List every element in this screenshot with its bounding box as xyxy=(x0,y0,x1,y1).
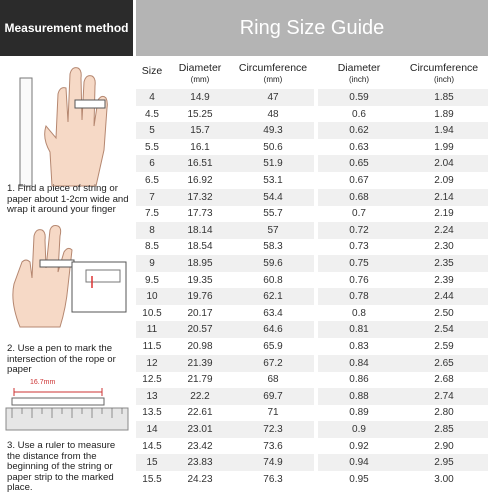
table-cell: 54.4 xyxy=(263,191,283,203)
table-cell: 58.3 xyxy=(263,241,283,253)
table-cell: 2.44 xyxy=(434,291,454,303)
table-cell: 2.14 xyxy=(434,191,454,203)
column-header-unit: (inch) xyxy=(348,75,369,84)
guide-title: Ring Size Guide xyxy=(136,0,488,56)
table-cell: 0.68 xyxy=(349,191,369,203)
table-cell: 2.85 xyxy=(434,424,454,435)
table-row xyxy=(136,155,488,172)
table-cell: 8.5 xyxy=(145,241,159,253)
table-row xyxy=(136,139,488,156)
table-row xyxy=(136,205,488,222)
table-cell: 0.62 xyxy=(349,125,369,137)
table-cell: 0.8 xyxy=(352,307,366,319)
table-cell: 2.24 xyxy=(434,224,454,236)
table-cell: 0.75 xyxy=(349,258,369,269)
table-cell: 14 xyxy=(146,424,158,435)
table-cell: 0.76 xyxy=(349,274,369,286)
table-cell: 57 xyxy=(267,224,279,236)
column-header-label: Diameter xyxy=(337,62,381,74)
column-header-label: Circumference xyxy=(409,62,479,74)
table-cell: 15.25 xyxy=(187,108,213,120)
table-cell: 9 xyxy=(149,258,155,269)
column-header-label: Diameter xyxy=(178,62,222,74)
table-cell: 2.09 xyxy=(434,175,454,186)
table-cell: 72.3 xyxy=(263,424,283,435)
table-row xyxy=(136,288,488,305)
table-row xyxy=(136,421,488,438)
table-cell: 65.9 xyxy=(263,341,283,352)
table-cell: 14.9 xyxy=(190,92,210,103)
table-cell: 1.99 xyxy=(434,141,454,153)
table-row xyxy=(136,454,488,471)
table-cell: 71 xyxy=(267,407,279,419)
table-cell: 2.30 xyxy=(434,241,454,253)
table-cell: 12.5 xyxy=(142,374,162,386)
table-cell: 2.54 xyxy=(434,324,454,336)
step-1-text: 1. Find a piece of string or paper about 1-2cm wide and wrap it around your finger xyxy=(7,183,129,216)
table-cell: 0.67 xyxy=(349,175,369,186)
table-cell: 20.17 xyxy=(187,307,213,319)
table-row xyxy=(136,106,488,123)
table-cell: 5.5 xyxy=(145,141,159,153)
table-cell: 64.6 xyxy=(263,324,283,336)
size-guide-panel xyxy=(136,0,488,488)
table-cell: 14.5 xyxy=(142,440,162,452)
column-header-unit: (inch) xyxy=(433,75,454,84)
table-row xyxy=(136,255,488,272)
table-row xyxy=(136,272,488,289)
table-cell: 20.57 xyxy=(187,324,213,336)
measurement-panel xyxy=(0,0,133,494)
table-cell: 2.50 xyxy=(434,307,454,319)
table-cell: 63.4 xyxy=(263,307,283,319)
table-cell: 18.14 xyxy=(187,224,213,236)
table-row xyxy=(136,305,488,322)
table-cell: 4.5 xyxy=(145,108,159,120)
table-cell: 15 xyxy=(146,457,158,469)
table-cell: 0.86 xyxy=(349,374,369,386)
table-cell: 18.95 xyxy=(187,258,213,269)
table-cell: 24.23 xyxy=(187,473,213,485)
table-row xyxy=(136,189,488,206)
hand-mark-illustration xyxy=(0,222,133,332)
table-cell: 69.7 xyxy=(263,390,283,402)
table-cell: 11 xyxy=(146,324,158,336)
table-cell: 12 xyxy=(146,357,158,369)
table-cell: 16.92 xyxy=(187,175,213,186)
table-cell: 0.78 xyxy=(349,291,369,303)
table-row xyxy=(136,471,488,488)
table-cell: 0.84 xyxy=(349,357,369,369)
table-row xyxy=(136,321,488,338)
hand-string-illustration xyxy=(0,60,133,190)
table-cell: 21.39 xyxy=(187,357,213,369)
table-cell: 2.68 xyxy=(434,374,454,386)
table-cell: 0.89 xyxy=(349,407,369,419)
table-cell: 21.79 xyxy=(187,374,213,386)
table-cell: 19.35 xyxy=(187,274,213,286)
table-cell: 51.9 xyxy=(263,158,283,170)
table-cell: 0.59 xyxy=(349,92,369,103)
table-cell: 16.1 xyxy=(190,141,210,153)
table-row xyxy=(136,222,488,239)
table-cell: 0.92 xyxy=(349,440,369,452)
table-row xyxy=(136,122,488,139)
table-cell: 6.5 xyxy=(145,175,159,186)
table-row xyxy=(136,404,488,421)
table-cell: 0.65 xyxy=(349,158,369,170)
table-cell: 13 xyxy=(146,390,158,402)
table-cell: 2.04 xyxy=(434,158,454,170)
table-cell: 11.5 xyxy=(142,341,162,352)
table-cell: 23.83 xyxy=(187,457,213,469)
table-cell: 0.94 xyxy=(349,457,369,469)
table-cell: 2.90 xyxy=(434,440,454,452)
table-cell: 53.1 xyxy=(263,175,283,186)
measurement-title: Measurement method xyxy=(0,0,133,56)
table-cell: 49.3 xyxy=(263,125,283,137)
table-cell: 47 xyxy=(267,92,279,103)
table-cell: 16.51 xyxy=(187,158,213,170)
table-cell: 6 xyxy=(149,158,155,170)
table-cell: 22.61 xyxy=(187,407,213,419)
table-cell: 0.63 xyxy=(349,141,369,153)
table-cell: 55.7 xyxy=(263,208,283,220)
table-cell: 17.73 xyxy=(187,208,213,220)
table-cell: 19.76 xyxy=(187,291,213,303)
table-row xyxy=(136,355,488,372)
table-cell: 0.83 xyxy=(349,341,369,352)
column-header-unit: (mm) xyxy=(263,75,283,84)
table-cell: 18.54 xyxy=(187,241,213,253)
ruler-label: 16.7mm xyxy=(30,379,56,386)
table-cell: 1.85 xyxy=(434,92,454,103)
table-row xyxy=(136,371,488,388)
table-cell: 4 xyxy=(149,92,155,103)
ruler-illustration xyxy=(0,386,133,436)
table-cell: 67.2 xyxy=(263,357,283,369)
table-cell: 50.6 xyxy=(263,141,283,153)
column-header-label: Size xyxy=(141,65,163,77)
table-cell: 2.80 xyxy=(434,407,454,419)
column-header-label: Circumference xyxy=(238,62,308,74)
table-cell: 62.1 xyxy=(263,291,283,303)
step-3-text: 3. Use a ruler to measure the distance from the beginning of the string or paper strip to the marked place. xyxy=(7,440,116,494)
table-cell: 22.2 xyxy=(190,390,210,402)
table-cell: 2.65 xyxy=(434,357,454,369)
column-header-size xyxy=(136,56,168,89)
table-cell: 15.5 xyxy=(142,473,162,485)
table-row xyxy=(136,338,488,355)
table-cell: 7.5 xyxy=(145,208,159,220)
table-cell: 3.00 xyxy=(434,473,454,485)
table-cell: 8 xyxy=(149,224,155,236)
table-cell: 60.8 xyxy=(263,274,283,286)
table-cell: 13.5 xyxy=(142,407,162,419)
table-cell: 2.39 xyxy=(434,274,454,286)
table-row xyxy=(136,172,488,189)
table-cell: 10 xyxy=(146,291,158,303)
table-cell: 0.73 xyxy=(349,241,369,253)
table-cell: 23.01 xyxy=(187,424,213,435)
table-cell: 48 xyxy=(267,108,279,120)
table-cell: 2.35 xyxy=(434,258,454,269)
table-cell: 0.7 xyxy=(352,208,366,220)
step-2-text: 2. Use a pen to mark the intersection of the rope or paper xyxy=(7,343,116,376)
table-cell: 15.7 xyxy=(190,125,210,137)
table-row xyxy=(136,438,488,455)
table-cell: 0.72 xyxy=(349,224,369,236)
table-cell: 1.89 xyxy=(434,108,454,120)
unit-divider xyxy=(314,56,318,488)
table-cell: 68 xyxy=(267,374,279,386)
table-cell: 2.95 xyxy=(434,457,454,469)
table-cell: 73.6 xyxy=(263,440,283,452)
table-row xyxy=(136,238,488,255)
table-cell: 0.81 xyxy=(349,324,369,336)
table-cell: 20.98 xyxy=(187,341,213,352)
table-cell: 7 xyxy=(149,191,155,203)
table-cell: 2.19 xyxy=(434,208,454,220)
table-cell: 17.32 xyxy=(187,191,213,203)
column-header-unit: (mm) xyxy=(190,75,210,84)
table-cell: 1.94 xyxy=(434,125,454,137)
table-cell: 0.9 xyxy=(352,424,366,435)
table-cell: 0.95 xyxy=(349,473,369,485)
table-cell: 2.74 xyxy=(434,390,454,402)
table-cell: 23.42 xyxy=(187,440,213,452)
table-cell: 0.88 xyxy=(349,390,369,402)
table-row xyxy=(136,89,488,106)
table-cell: 2.59 xyxy=(434,341,454,352)
table-cell: 74.9 xyxy=(263,457,283,469)
table-cell: 5 xyxy=(149,125,155,137)
table-cell: 9.5 xyxy=(145,274,159,286)
table-cell: 10.5 xyxy=(142,307,162,319)
table-cell: 59.6 xyxy=(263,258,283,269)
table-cell: 0.6 xyxy=(352,108,366,120)
table-row xyxy=(136,388,488,405)
table-cell: 76.3 xyxy=(263,473,283,485)
